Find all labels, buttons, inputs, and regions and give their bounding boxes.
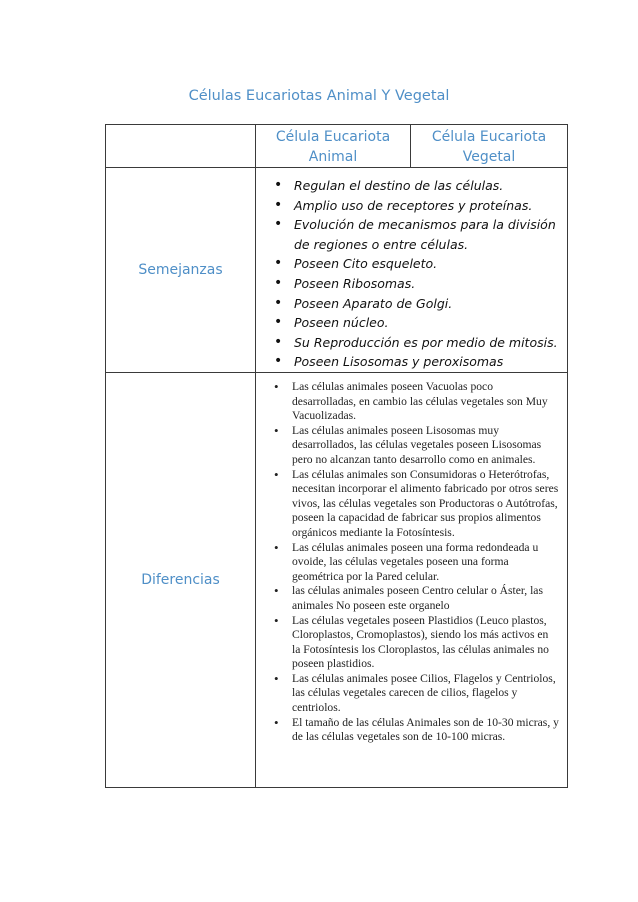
empty-header-cell (106, 125, 256, 168)
list-item: • las células animales poseen Centro celular o Áster, las animales No poseen este organelo (274, 584, 559, 613)
header-vegetal: Célula Eucariota Vegetal (411, 125, 568, 168)
list-item: • Evolución de mecanismos para la división de regiones o entre células. (274, 215, 561, 254)
list-item: • Su Reproducción es por medio de mitosis. (274, 333, 561, 353)
list-item: • Regulan el destino de las células. (274, 176, 561, 196)
list-item: • Poseen Aparato de Golgi. (274, 294, 561, 314)
semejanzas-cell (256, 168, 568, 373)
diferencias-label: Diferencias (106, 373, 256, 788)
list-item: • Poseen Lisosomas y peroxisomas (274, 352, 561, 372)
list-item: • Poseen Ribosomas. (274, 274, 561, 294)
list-item: • Amplio uso de receptores y proteínas. (274, 196, 561, 216)
diferencias-list (256, 373, 567, 745)
list-item: • Las células animales son Consumidoras o Heterótrofas, necesitan incorporar el alimento fabricado por otros seres vivos, las células vegetales son Productoras o Autótrofas, poseen la capacidad de fabricar sus propios alimentos orgánicos mediante la Fotosíntesis. (274, 468, 559, 541)
list-item: • Las células animales poseen Vacuolas poco desarrolladas, en cambio las células vegetales son Muy Vacuolizadas. (274, 380, 559, 424)
list-item: • Las células animales poseen Lisosomas muy desarrollados, las células vegetales poseen Lisosomas pero no alcanzan tanto desarrollo como en animales. (274, 424, 559, 468)
diferencias-row (106, 373, 568, 788)
page-title: Células Eucariotas Animal Y Vegetal (188, 88, 450, 104)
list-item: • El tamaño de las células Animales son de 10-30 micras, y de las células vegetales son de 10-100 micras. (274, 716, 559, 745)
semejanzas-label: Semejanzas (106, 168, 256, 373)
list-item: • Poseen núcleo. (274, 313, 561, 333)
semejanzas-list (256, 168, 567, 372)
diferencias-cell (256, 373, 568, 788)
list-item: • Las células animales posee Cilios, Flagelos y Centriolos, las células vegetales carecen de cilios, flagelos y centriolos. (274, 672, 559, 716)
semejanzas-row (106, 168, 568, 373)
header-row (106, 125, 568, 168)
list-item: • Las células animales poseen una forma redondeada u ovoide, las células vegetales poseen una forma geométrica por la Pared celular. (274, 541, 559, 585)
comparison-table (105, 124, 568, 788)
header-animal: Célula Eucariota Animal (256, 125, 411, 168)
list-item: • Las células vegetales poseen Plastidios (Leuco plastos, Cloroplastos, Cromoplastos), siendo los más activos en la Fotosíntesis los Cloroplastos, las células animales no poseen plastidios. (274, 614, 559, 672)
list-item: • Poseen Cito esqueleto. (274, 254, 561, 274)
